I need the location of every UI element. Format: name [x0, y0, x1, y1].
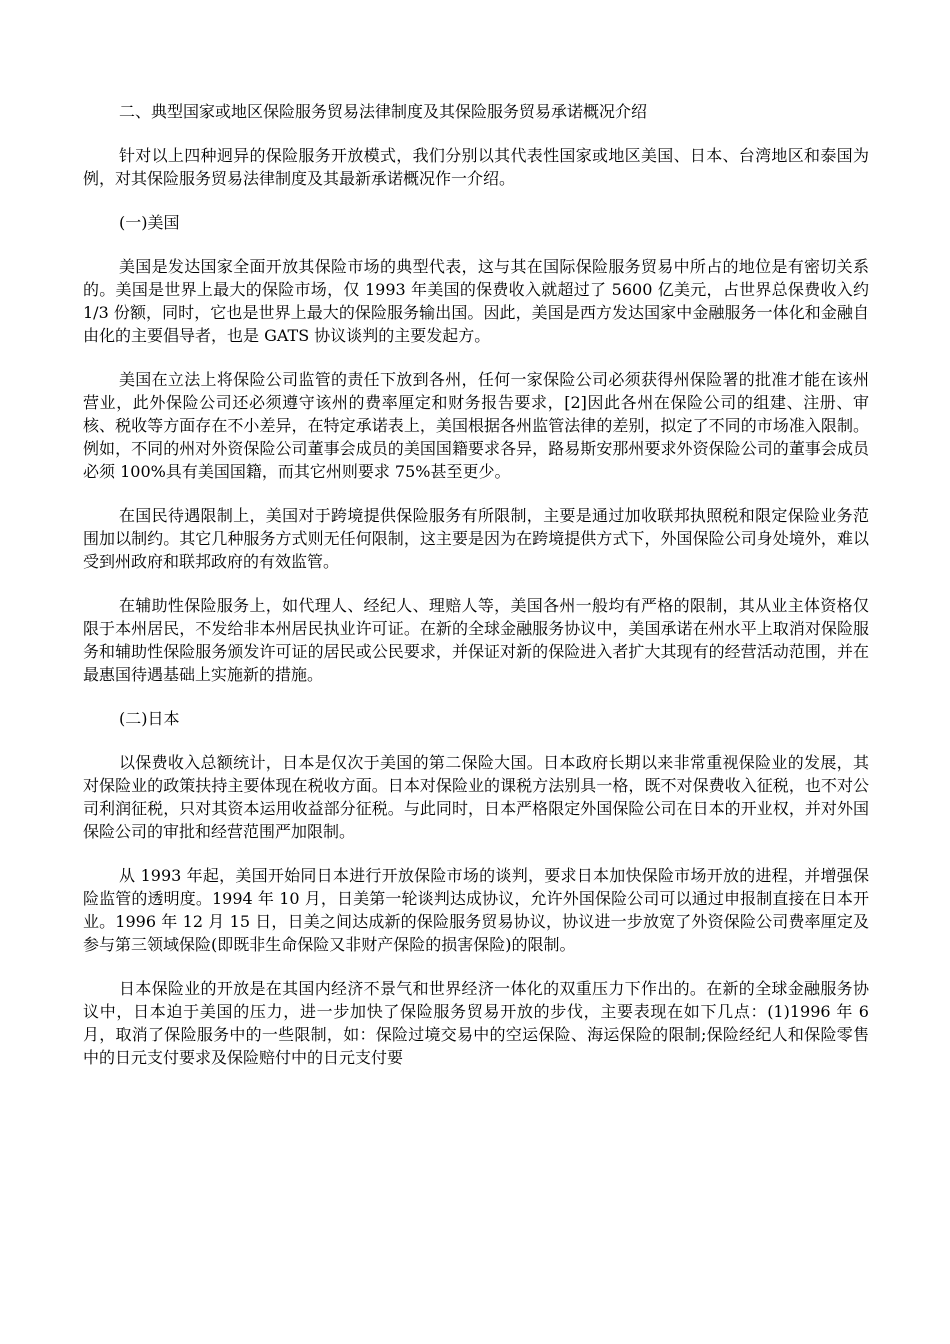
- paragraph: 日本保险业的开放是在其国内经济不景气和世界经济一体化的双重压力下作出的。在新的全球金融服务协议中，日本迫于美国的压力，进一步加快了保险服务贸易开放的步伐，主要表现在如下几点：(1)1996 年 6 月，取消了保险服务中的一些限制，如：保险过境交易中的空运保险、海运保险的限制;保险经纪人和保险零售中的日元支付要求及保险赔付中的日元支付要: [83, 979, 869, 1067]
- paragraph: 针对以上四种迥异的保险服务开放模式，我们分别以其代表性国家或地区美国、日本、台湾地区和泰国为例，对其保险服务贸易法律制度及其最新承诺概况作一介绍。: [83, 146, 869, 188]
- paragraph: 以保费收入总额统计，日本是仅次于美国的第二保险大国。日本政府长期以来非常重视保险业的发展，其对保险业的政策扶持主要体现在税收方面。日本对保险业的课税方法别具一格，既不对保费收入征税，也不对公司利润征税，只对其资本运用收益部分征税。与此同时，日本严格限定外国保险公司在日本的开业权，并对外国保险公司的审批和经营范围严加限制。: [83, 753, 869, 841]
- paragraph: 美国是发达国家全面开放其保险市场的典型代表，这与其在国际保险服务贸易中所占的地位是有密切关系的。美国是世界上最大的保险市场，仅 1993 年美国的保费收入就超过了 5600 亿美元，占世界总保费收入约 1/3 份额，同时，它也是世界上最大的保险服务输出国。因此，美国是西方发达国家中金融服务一体化和金融自由化的主要倡导者，也是 GATS 协议谈判的主要发起方。: [83, 257, 869, 345]
- subsection-heading-japan: (二)日本: [119, 709, 180, 728]
- document-body: [83, 100, 869, 1090]
- section-heading: 二、典型国家或地区保险服务贸易法律制度及其保险服务贸易承诺概况介绍: [119, 102, 648, 121]
- paragraph: 在国民待遇限制上，美国对于跨境提供保险服务有所限制，主要是通过加收联邦执照税和限定保险业务范围加以制约。其它几种服务方式则无任何限制，这主要是因为在跨境提供方式下，外国保险公司身处境外，难以受到州政府和联邦政府的有效监管。: [83, 506, 869, 571]
- paragraph: 从 1993 年起，美国开始同日本进行开放保险市场的谈判，要求日本加快保险市场开放的进程，并增强保险监管的透明度。1994 年 10 月，日美第一轮谈判达成协议，允许外国保险公司可以通过申报制直接在日本开业。1996 年 12 月 15 日，日美之间达成新的保险服务贸易协议，协议进一步放宽了外资保险公司费率厘定及参与第三领域保险(即既非生命保险又非财产保险的损害保险)的限制。: [83, 866, 869, 954]
- paragraph: 美国在立法上将保险公司监管的责任下放到各州，任何一家保险公司必须获得州保险署的批准才能在该州营业，此外保险公司还必须遵守该州的费率厘定和财务报告要求，[2]因此各州在保险公司的组建、注册、审核、税收等方面存在不小差异，在特定承诺表上，美国根据各州监管法律的差别，拟定了不同的市场准入限制。例如，不同的州对外资保险公司董事会成员的美国国籍要求各异，路易斯安那州要求外资保险公司的董事会成员必须 100%具有美国国籍，而其它州则要求 75%甚至更少。: [83, 370, 869, 481]
- subsection-heading-usa: (一)美国: [119, 213, 180, 232]
- paragraph: 在辅助性保险服务上，如代理人、经纪人、理赔人等，美国各州一般均有严格的限制，其从业主体资格仅限于本州居民，不发给非本州居民执业许可证。在新的全球金融服务协议中，美国承诺在州水平上取消对保险服务和辅助性保险服务颁发许可证的居民或公民要求，并保证对新的保险进入者扩大其现有的经营活动范围，并在最惠国待遇基础上实施新的措施。: [83, 596, 869, 684]
